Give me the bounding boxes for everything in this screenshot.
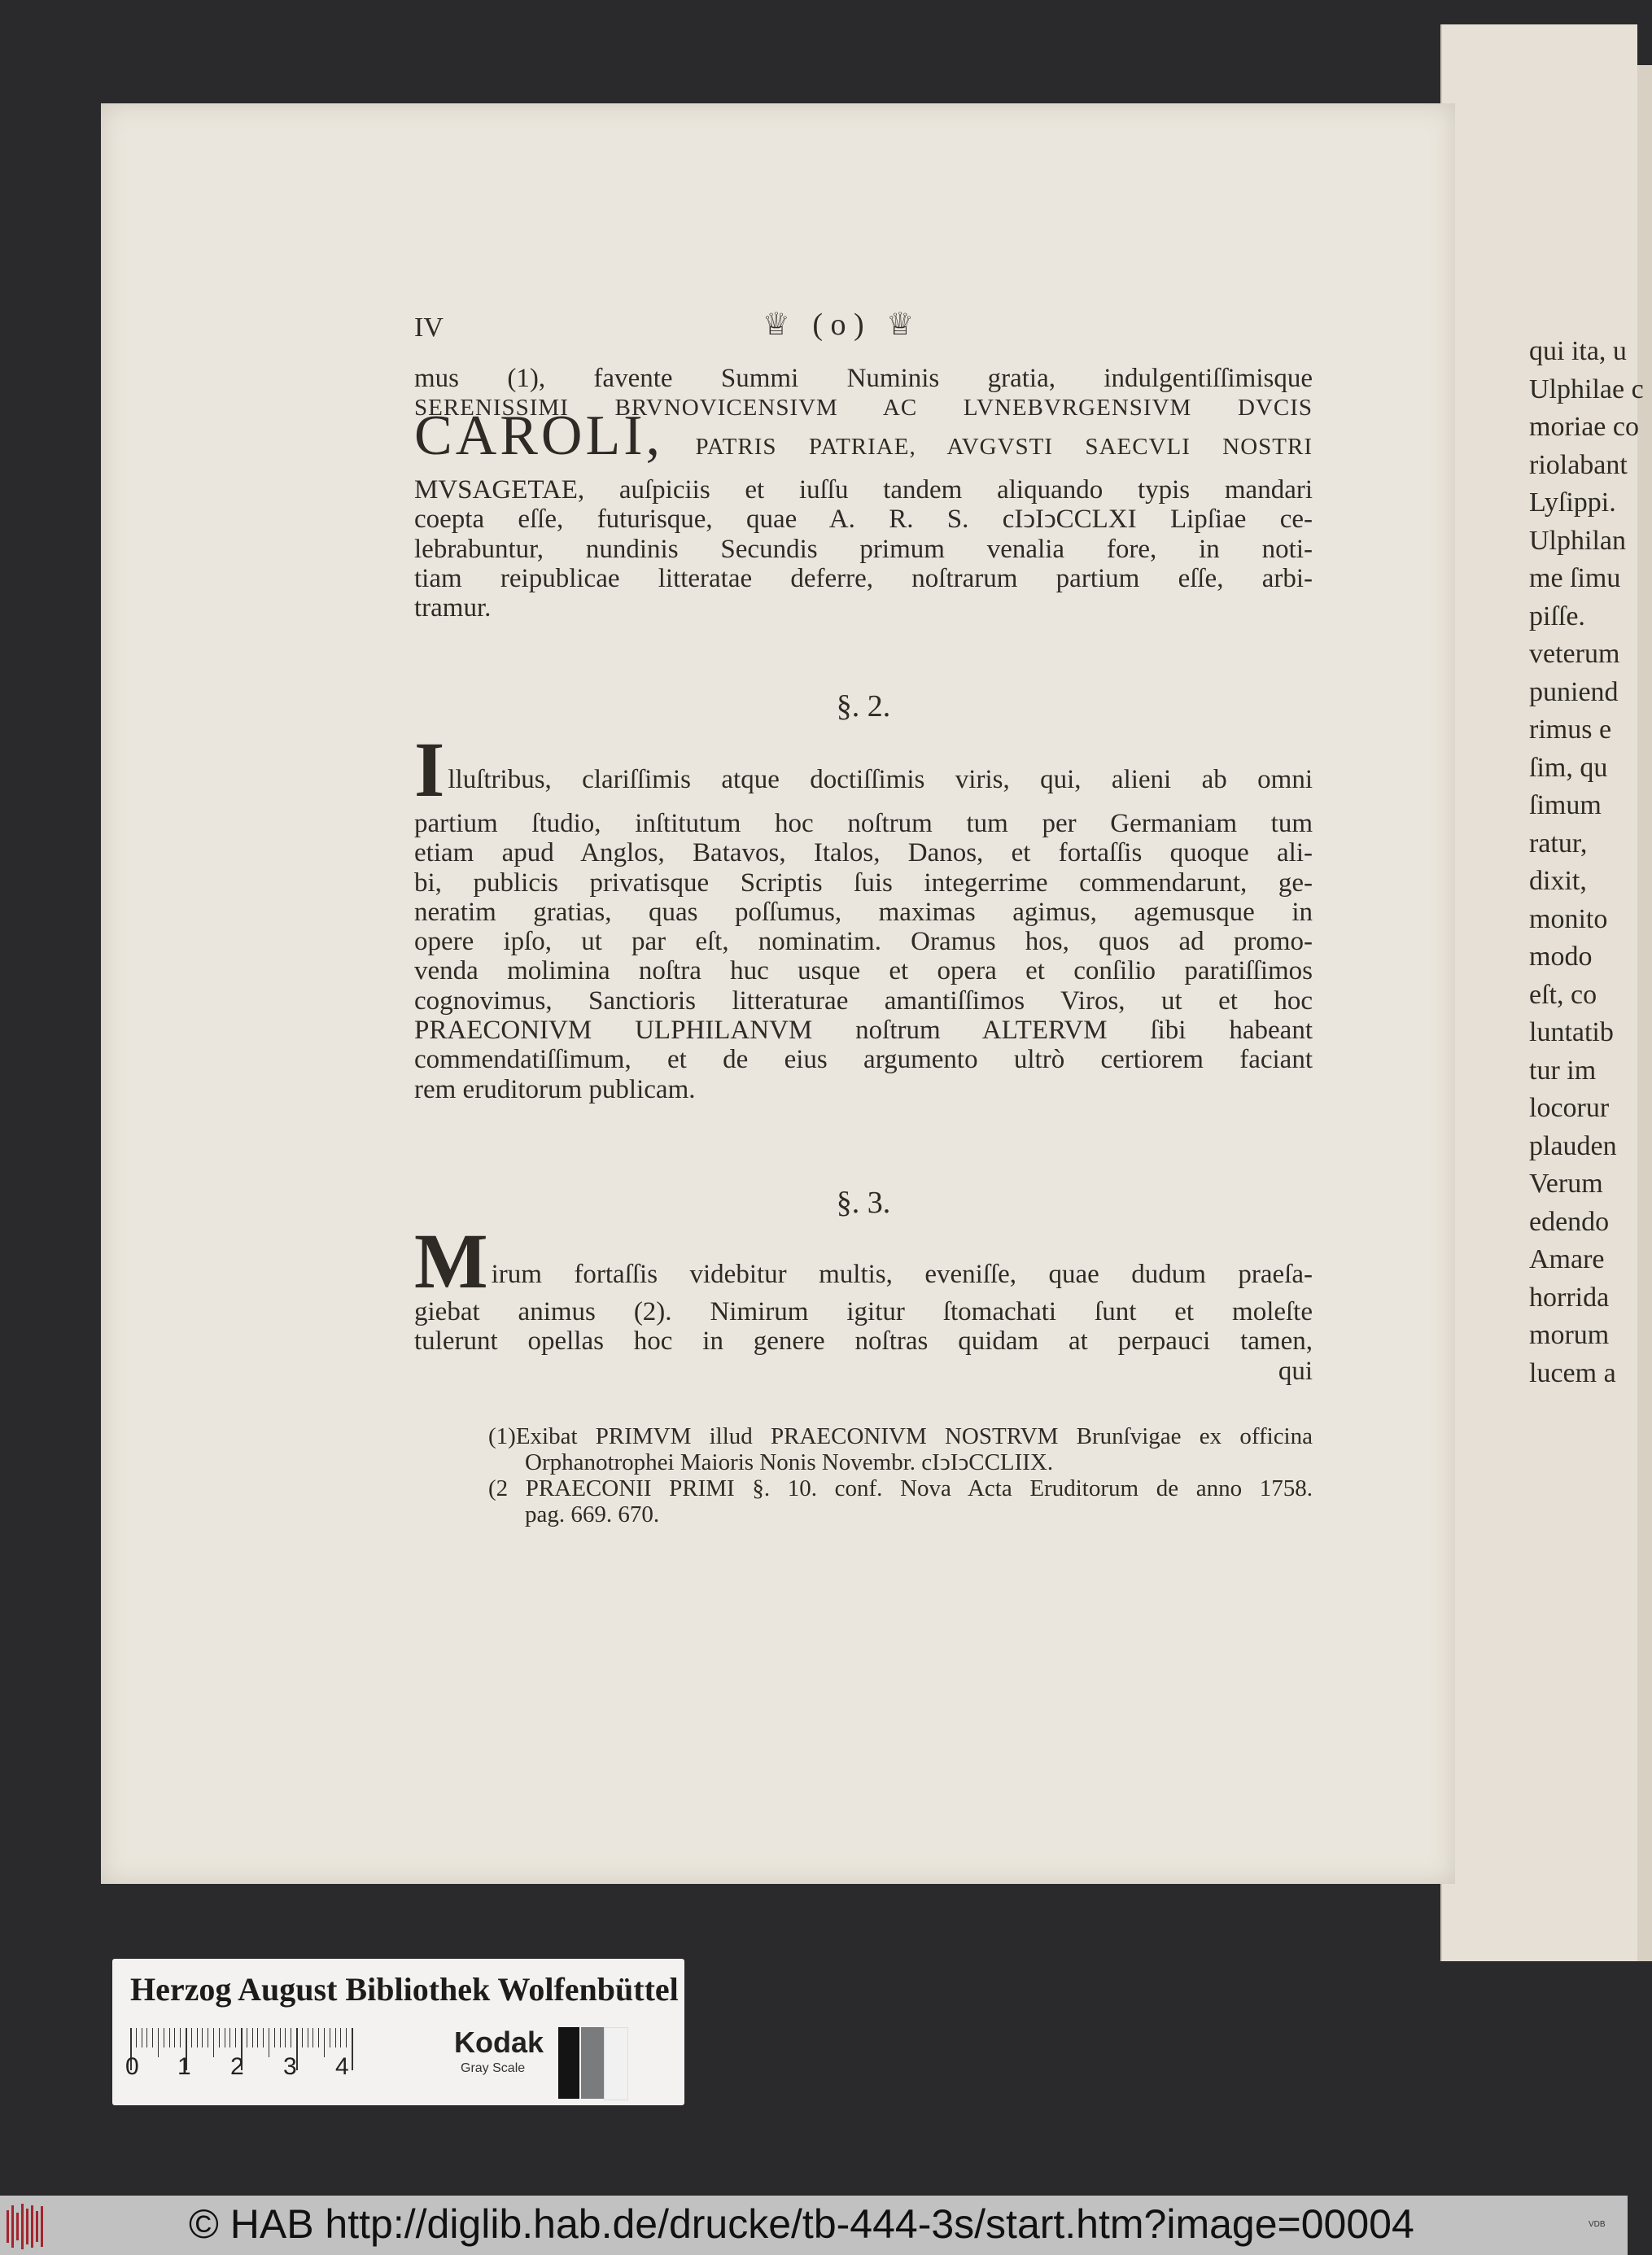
footer-bar [0, 2196, 1628, 2255]
ruler-tick [169, 2028, 170, 2047]
ruler-tick [335, 2028, 336, 2047]
text-line: giebat animus (2). Nimirum igitur ſtomachati ſunt et moleſte [414, 1297, 1313, 1326]
text-line: bi, publicis privatisque Scriptis ſuis integerrime commendarunt, ge- [414, 867, 1313, 898]
right-page-text-line: horrida [1529, 1282, 1610, 1313]
ruler-tick [174, 2028, 175, 2047]
right-page-text-line: tur im [1529, 1055, 1597, 1086]
gray-swatch-white [604, 2027, 628, 2100]
text-line: PRAECONIVM ULPHILANVM noſtrum ALTERVM ſibi habeant [414, 1016, 1313, 1046]
text-line: CAROLI, PATRIS PATRIAE, AVGVSTI SAECVLI NOSTRI [414, 404, 1313, 468]
drop-cap: M [414, 1217, 488, 1304]
gray-scale-label: Gray Scale [461, 2061, 526, 2075]
ruler-tick [158, 2028, 159, 2057]
right-page-text-line: morum [1529, 1320, 1610, 1350]
page-number: IV [414, 312, 444, 343]
crown-ornament-icon: ♕ [762, 308, 790, 342]
gray-swatch-mid [581, 2027, 604, 2099]
text-line: MVSAGETAE, auſpiciis et iuſſu tandem aliquando typis mandari [414, 475, 1313, 505]
ruler-tick [318, 2028, 319, 2047]
section-2-text [414, 726, 1313, 1104]
text-line: tramur. [414, 593, 492, 623]
ruler-label: 3 [283, 2053, 297, 2080]
caroli-name: CAROLI, [414, 404, 664, 468]
ruler-tick [180, 2028, 181, 2047]
header-ornament: ♕ ( o ) ♕ [762, 308, 915, 342]
text-line: venda molimina noſtra huc usque et opera et conſilio paratiſſimos [414, 956, 1313, 986]
text-line: tulerunt opellas hoc in genere noſtras quidam at perpauci tamen, [414, 1326, 1313, 1357]
right-page-text-line: moriae co [1529, 412, 1639, 442]
footnote-line: Orphanotrophei Maioris Nonis Novembr. cIↄIↄCCLIIX. [525, 1449, 1054, 1475]
right-page-text-line: Ulphilan [1529, 525, 1626, 556]
ruler-tick [229, 2028, 230, 2047]
text-line: partium ſtudio, inſtitutum hoc noſtrum tum per Germaniam tum [414, 809, 1313, 838]
ruler-tick [152, 2028, 153, 2047]
text-line: irum fortaſſis videbitur multis, eveniſſe, quae dudum praeſa- [491, 1260, 1313, 1289]
right-page-text-line: veterum [1529, 639, 1620, 669]
right-page-text-line: piſſe. [1529, 601, 1585, 631]
right-page-text-line: riolabant [1529, 449, 1628, 480]
ruler-tick [280, 2028, 281, 2047]
right-page-text-line: modo [1529, 942, 1593, 972]
text-line: neratim gratias, quas poſſumus, maximas agimus, agemusque in [414, 897, 1313, 927]
right-page-text-line: monito [1529, 903, 1608, 934]
ruler-tick [191, 2028, 192, 2047]
section-3-heading: §. 3. [836, 1186, 891, 1220]
ruler-tick [352, 2028, 353, 2070]
ruler-tick [274, 2028, 275, 2047]
ruler-label: 2 [230, 2053, 244, 2080]
copyright-link[interactable]: © HAB http://diglib.hab.de/drucke/tb-444-3s/start.htm?image=00004 [189, 2201, 1414, 2247]
drop-cap: I [414, 726, 445, 813]
gray-swatch-black [558, 2027, 579, 2099]
right-page-text-line: rimus e [1529, 715, 1612, 745]
ruler-tick [136, 2028, 137, 2047]
right-page-text-line: dixit, [1529, 866, 1587, 896]
right-page-text-line: Ulphilae c [1529, 374, 1644, 404]
ruler-tick [312, 2028, 313, 2047]
text-line: cognovimus, Sanctioris litteraturae amantiſſimos Viros, ut et hoc [414, 985, 1313, 1016]
ruler-tick [346, 2028, 347, 2047]
crown-ornament-icon: ♕ [886, 308, 915, 342]
catchword: qui [1278, 1356, 1313, 1386]
section-1-text [414, 358, 1313, 623]
text-line: etiam apud Anglos, Batavos, Italos, Danos, et fortaſſis quoque ali- [414, 838, 1313, 868]
color-calibration-card [112, 1959, 684, 2105]
text-line: lebrabuntur, nundinis Secundis primum venalia fore, in noti- [414, 534, 1313, 564]
right-page-text-line: edendo [1529, 1206, 1610, 1237]
ruler-tick [146, 2028, 147, 2047]
ruler-tick [302, 2028, 303, 2047]
ruler-tick [213, 2028, 214, 2057]
section-2-heading: §. 2. [836, 689, 891, 723]
right-page-text-line: luntatib [1529, 1017, 1614, 1047]
text-line: coepta eſſe, futurisque, quae A. R. S. cIↄIↄCCLXI Lipſiae ce- [414, 505, 1313, 535]
footnote-line: pag. 669. 670. [525, 1501, 660, 1527]
text-line: lluſtribus, clariſſimis atque doctiſſimis viris, qui, alieni ab omni [448, 765, 1313, 794]
section-3-text [414, 1217, 1313, 1386]
right-page-text-line: qui ita, u [1529, 336, 1627, 366]
right-page-text-line: Amare [1529, 1244, 1605, 1274]
right-page-text-line: ſimum [1529, 790, 1602, 820]
library-name: Herzog August Bibliothek Wolfenbüttel [130, 1971, 679, 2008]
kodak-brand: Kodak [454, 2026, 544, 2059]
right-page-text-line: lucem a [1529, 1357, 1616, 1388]
ruler-tick [235, 2028, 236, 2047]
text-line: SERENISSIMI BRVNOVICENSIVM AC LVNEBVRGENSIVM DVCIS [414, 395, 1313, 422]
right-page-text-line: plauden [1529, 1130, 1617, 1161]
right-page-text-line: Verum [1529, 1169, 1603, 1199]
ruler-label: 4 [335, 2053, 349, 2080]
text-line: rem eruditorum publicam. [414, 1074, 696, 1104]
hab-logo-icon [7, 2204, 65, 2249]
ruler-tick [324, 2028, 325, 2057]
footnote-line: (1)Exibat PRIMVM illud PRAECONIVM NOSTRVM Brunſvigae ex officina [488, 1423, 1313, 1449]
footnotes [488, 1419, 1313, 1527]
text-line: commendatiſſimum, et de eius argumento ultrò certiorem faciant [414, 1045, 1313, 1075]
right-page-text-line: ratur, [1529, 828, 1588, 859]
right-page-text-line: puniend [1529, 676, 1619, 707]
right-page-text-line: me ſimu [1529, 563, 1621, 593]
right-page-text-line: ſim, qu [1529, 752, 1608, 783]
text-line: opere ipſo, ut par eſt, nominatim. Oramus hos, quos ad promo- [414, 927, 1313, 957]
ruler-label: 1 [177, 2053, 191, 2080]
vdb-mark: VDB [1589, 2220, 1606, 2229]
ruler-tick [197, 2028, 198, 2047]
right-page-text-line: eſt, co [1529, 979, 1597, 1010]
right-page-text-line: Lyſippi. [1529, 487, 1616, 518]
right-page [1440, 24, 1644, 1961]
text-line: mus (1), favente Summi Numinis gratia, indulgentiſſimisque [414, 364, 1313, 393]
ruler-tick [219, 2028, 220, 2047]
ruler-label: 0 [125, 2053, 139, 2080]
right-page-text-line: locorur [1529, 1093, 1610, 1123]
ruler-tick [263, 2028, 264, 2047]
ruler-tick [285, 2028, 286, 2047]
ruler-tick [340, 2028, 341, 2047]
footnote-line: (2 PRAECONII PRIMI §. 10. conf. Nova Acta Eruditorum de anno 1758. [488, 1475, 1313, 1501]
text-line: tiam reipublicae litteratae deferre, noſtrarum partium eſſe, arbi- [414, 564, 1313, 594]
ruler-tick [257, 2028, 258, 2047]
ruler-tick [202, 2028, 203, 2047]
ruler-tick [252, 2028, 253, 2047]
